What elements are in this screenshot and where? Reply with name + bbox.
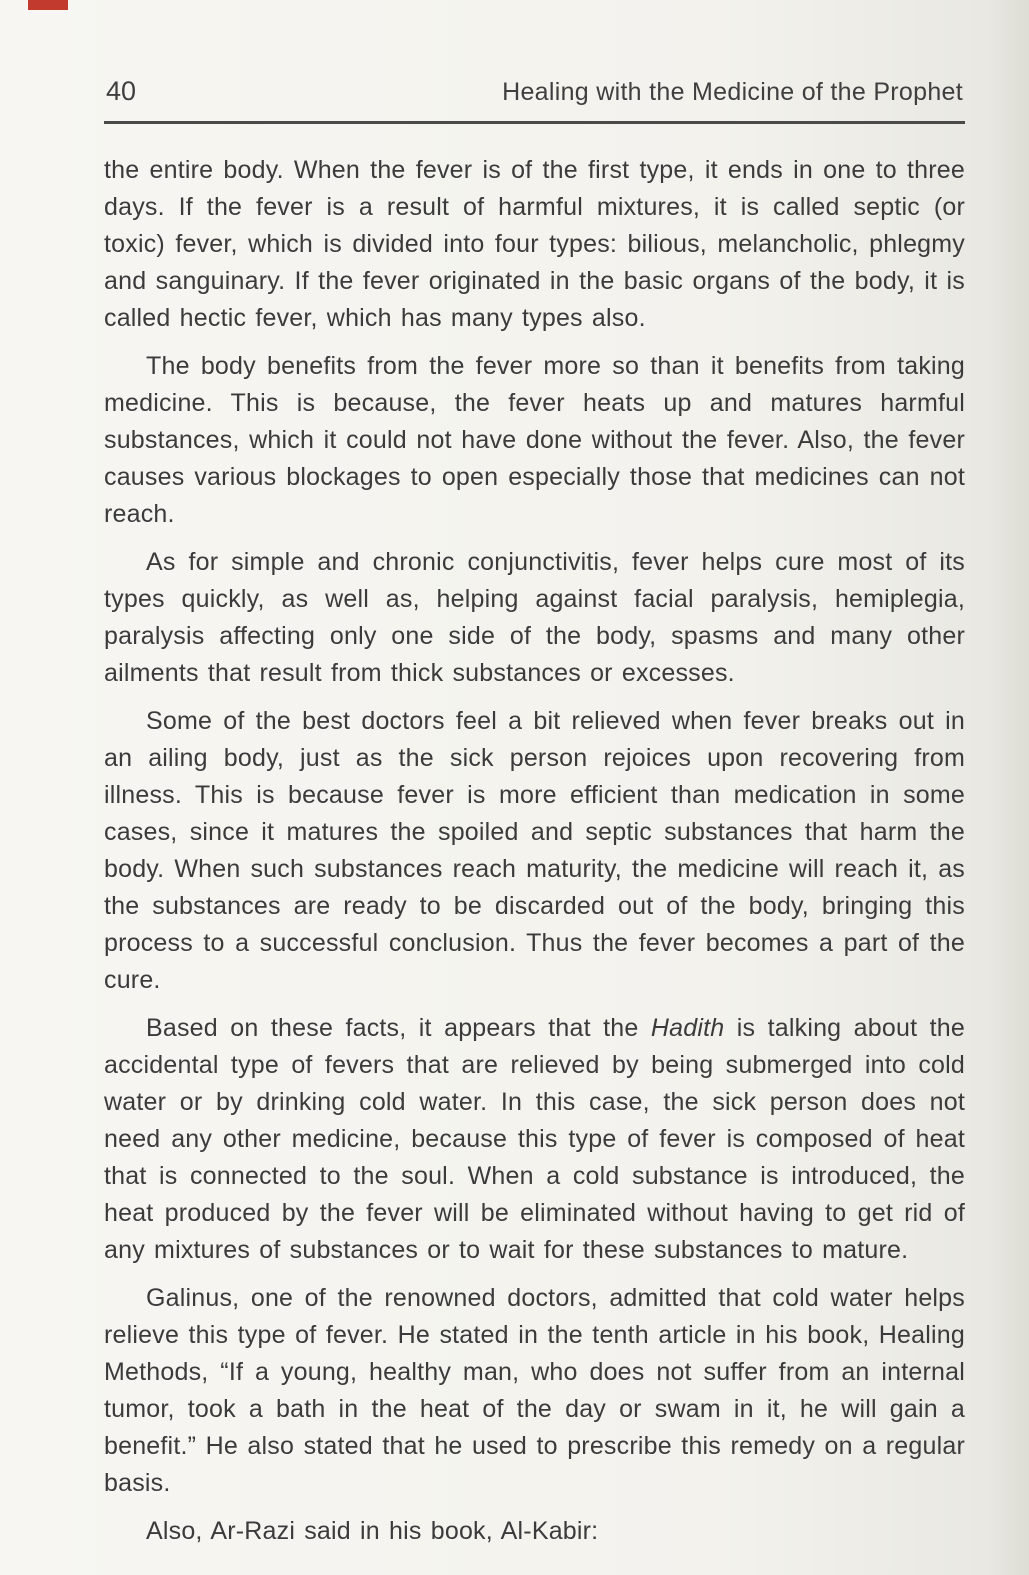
page-number: 40 xyxy=(106,76,137,106)
paragraph-continuation: the entire body. When the fever is of the first type, it ends in one to three days. If the fever is a result of harmful mixtures, it is called septic (or toxic) fever, which is divided into four types: bilious, melancholic, phlegmy and sanguinary. If the fever originated in the basic organs of the body, it is called hectic fever, which has many types also. xyxy=(104,156,965,332)
header-rule xyxy=(104,121,965,124)
paragraph-galinus: Galinus, one of the renowned doctors, admitted that cold water helps relieve this type of fever. He stated in the tenth article in his book, Healing Methods, “If a young, healthy man, who does not suffer from an internal tumor, took a bath in the heat of the day or swam in it, he will gain a benefit.” He also stated that he used to prescribe this remedy on a regular basis. xyxy=(104,1284,965,1497)
running-head xyxy=(104,76,965,107)
hadith-italic-term: Hadith xyxy=(650,1014,725,1042)
paragraph-ar-razi: Also, Ar-Razi said in his book, Al-Kabir: xyxy=(146,1517,599,1545)
paragraph-hadith xyxy=(104,1010,965,1269)
paragraph-hadith-after: is talking about the accidental type of fevers that are relieved by being submerged into cold water or by drinking cold water. In this case, the sick person does not need any other medicine, because this type of fever is composed of heat that is connected to the soul. When a cold substance is introduced, the heat produced by the fever will be eliminated without having to get rid of any mixtures of substances or to wait for these substances to mature. xyxy=(104,1014,965,1264)
body-text xyxy=(104,152,965,1550)
paragraph-conjunctivitis: As for simple and chronic conjunctivitis, fever helps cure most of its types quickly, as well as, helping against facial paralysis, hemiplegia, paralysis affecting only one side of the body, spasms and many other ailments that result from thick substances or excesses. xyxy=(104,548,965,687)
paragraph-hadith-before: Based on these facts, it appears that the xyxy=(146,1014,651,1042)
running-title: Healing with the Medicine of the Prophet xyxy=(502,78,963,106)
paragraph-doctors-relieved: Some of the best doctors feel a bit relieved when fever breaks out in an ailing body, just as the sick person rejoices upon recovering from illness. This is because fever is more efficient than medication in some cases, since it matures the spoiled and septic substances that harm the body. When such substances reach maturity, the medicine will reach it, as the substances are ready to be discarded out of the body, bringing this process to a successful conclusion. Thus the fever becomes a part of the cure. xyxy=(104,707,965,994)
paragraph-body-benefits: The body benefits from the fever more so than it benefits from taking medicine. This is because, the fever heats up and matures harmful substances, which it could not have done without the fever. Also, the fever causes various blockages to open especially those that medicines can not reach. xyxy=(104,352,965,528)
